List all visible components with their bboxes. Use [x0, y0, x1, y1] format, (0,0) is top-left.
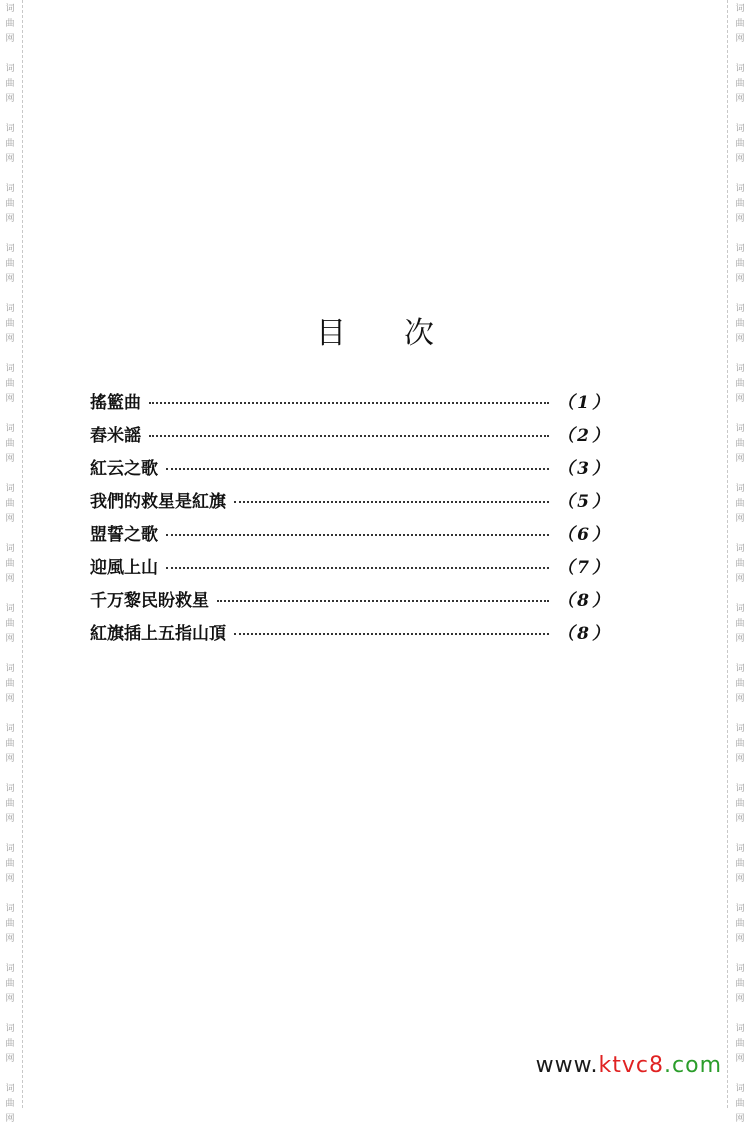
watermark-char: 词: [735, 184, 745, 194]
toc-entry[interactable]: [90, 388, 612, 421]
watermark-char: 曲: [5, 79, 15, 89]
watermark-char: 网: [5, 634, 15, 644]
left-dashed-rule: [22, 0, 23, 1108]
watermark-char: 词: [5, 544, 15, 554]
watermark-char: 曲: [5, 499, 15, 509]
watermark-group: [0, 1082, 20, 1127]
watermark-char: 词: [5, 1024, 15, 1034]
watermark-char: 曲: [5, 799, 15, 809]
watermark-char: 词: [735, 364, 745, 374]
watermark-char: 网: [735, 334, 745, 344]
watermark-char: 曲: [5, 1099, 15, 1109]
watermark-group: [0, 542, 20, 587]
toc-entry-page: （8）: [557, 591, 612, 611]
toc-dot-leader: [149, 402, 549, 404]
watermark-char: 曲: [735, 439, 745, 449]
toc-entry-page: （5）: [557, 492, 612, 512]
watermark-group: [0, 842, 20, 887]
watermark-group: [730, 122, 750, 167]
watermark-char: 词: [5, 184, 15, 194]
watermark-char: 网: [735, 394, 745, 404]
footer-url[interactable]: [536, 1053, 722, 1078]
watermark-char: 词: [735, 664, 745, 674]
toc-entry-page: （3）: [557, 459, 612, 479]
watermark-char: 词: [5, 604, 15, 614]
watermark-char: 曲: [735, 859, 745, 869]
watermark-char: 曲: [735, 319, 745, 329]
watermark-char: 词: [5, 304, 15, 314]
toc-entry-title: 我們的救星是紅旗: [90, 492, 226, 512]
watermark-char: 词: [735, 844, 745, 854]
watermark-char: 曲: [5, 199, 15, 209]
watermark-group: [730, 62, 750, 107]
toc-entry[interactable]: [90, 619, 612, 652]
toc-entry[interactable]: [90, 487, 612, 520]
watermark-group: [730, 362, 750, 407]
watermark-char: 网: [735, 214, 745, 224]
watermark-char: 曲: [735, 499, 745, 509]
toc-entry-title: 搖籃曲: [90, 393, 141, 413]
watermark-char: 网: [735, 1114, 745, 1124]
watermark-group: [730, 842, 750, 887]
toc-entry-title: 迎風上山: [90, 558, 158, 578]
watermark-char: 词: [735, 64, 745, 74]
left-watermark-strip: [0, 0, 20, 1124]
watermark-char: 曲: [5, 739, 15, 749]
toc-entry-page: （6）: [557, 525, 612, 545]
watermark-char: 曲: [5, 679, 15, 689]
watermark-char: 词: [5, 964, 15, 974]
toc-dot-leader: [166, 534, 549, 536]
watermark-char: 词: [735, 964, 745, 974]
toc-entry-page: （8）: [557, 624, 612, 644]
watermark-char: 曲: [735, 1099, 745, 1109]
watermark-group: [0, 242, 20, 287]
watermark-char: 曲: [5, 859, 15, 869]
toc-entry-title: 紅云之歌: [90, 459, 158, 479]
watermark-char: 网: [735, 574, 745, 584]
watermark-group: [730, 662, 750, 707]
watermark-char: 曲: [5, 139, 15, 149]
toc-entry-title: 紅旗插上五指山頂: [90, 624, 226, 644]
toc-dot-leader: [234, 633, 549, 635]
watermark-char: 曲: [735, 739, 745, 749]
watermark-char: 词: [735, 604, 745, 614]
watermark-char: 网: [735, 1054, 745, 1064]
watermark-group: [730, 962, 750, 1007]
toc-entry[interactable]: [90, 520, 612, 553]
watermark-char: 网: [5, 334, 15, 344]
page-title: 目次: [316, 316, 492, 351]
toc-dot-leader: [166, 567, 549, 569]
watermark-char: 词: [5, 244, 15, 254]
toc-entry-page: （1）: [557, 393, 612, 413]
watermark-group: [730, 602, 750, 647]
watermark-char: 网: [5, 874, 15, 884]
right-watermark-strip: [730, 0, 750, 1124]
watermark-group: [0, 62, 20, 107]
watermark-char: 网: [5, 214, 15, 224]
watermark-char: 词: [735, 784, 745, 794]
watermark-char: 网: [5, 694, 15, 704]
watermark-char: 曲: [5, 559, 15, 569]
watermark-char: 曲: [735, 1039, 745, 1049]
watermark-char: 网: [5, 34, 15, 44]
toc-entry[interactable]: [90, 586, 612, 619]
watermark-char: 网: [735, 634, 745, 644]
watermark-group: [0, 602, 20, 647]
watermark-group: [0, 122, 20, 167]
watermark-group: [0, 182, 20, 227]
footer-url-part1: www.: [535, 1053, 599, 1078]
watermark-char: 曲: [735, 919, 745, 929]
watermark-char: 网: [735, 514, 745, 524]
watermark-group: [0, 1022, 20, 1067]
watermark-char: 网: [5, 394, 15, 404]
watermark-group: [730, 782, 750, 827]
watermark-char: 词: [5, 844, 15, 854]
watermark-char: 网: [5, 454, 15, 464]
watermark-char: 网: [5, 94, 15, 104]
watermark-char: 网: [735, 814, 745, 824]
toc-entry-title: 舂米謡: [90, 426, 141, 446]
watermark-group: [0, 962, 20, 1007]
watermark-char: 词: [5, 64, 15, 74]
watermark-char: 曲: [735, 139, 745, 149]
watermark-char: 曲: [5, 319, 15, 329]
watermark-char: 网: [5, 814, 15, 824]
watermark-char: 曲: [5, 619, 15, 629]
watermark-char: 曲: [735, 379, 745, 389]
watermark-char: 词: [5, 484, 15, 494]
toc-dot-leader: [166, 468, 549, 470]
watermark-group: [730, 902, 750, 947]
watermark-char: 网: [735, 934, 745, 944]
watermark-char: 曲: [735, 559, 745, 569]
watermark-char: 词: [5, 364, 15, 374]
watermark-char: 词: [735, 544, 745, 554]
watermark-char: 网: [735, 694, 745, 704]
watermark-char: 曲: [5, 919, 15, 929]
watermark-char: 词: [735, 4, 745, 14]
watermark-group: [0, 2, 20, 47]
watermark-char: 词: [735, 124, 745, 134]
watermark-char: 曲: [735, 799, 745, 809]
watermark-char: 曲: [5, 439, 15, 449]
watermark-char: 网: [5, 574, 15, 584]
toc-dot-leader: [149, 435, 549, 437]
watermark-group: [730, 1082, 750, 1127]
toc-dot-leader: [217, 600, 549, 602]
watermark-char: 曲: [5, 259, 15, 269]
watermark-char: 词: [5, 124, 15, 134]
watermark-char: 网: [5, 934, 15, 944]
watermark-char: 曲: [735, 79, 745, 89]
watermark-char: 曲: [735, 619, 745, 629]
watermark-group: [730, 2, 750, 47]
watermark-char: 词: [735, 304, 745, 314]
watermark-char: 网: [735, 34, 745, 44]
watermark-char: 网: [735, 94, 745, 104]
watermark-group: [0, 722, 20, 767]
watermark-char: 曲: [735, 199, 745, 209]
watermark-group: [730, 482, 750, 527]
toc-entry-page: （7）: [557, 558, 612, 578]
watermark-group: [730, 722, 750, 767]
watermark-char: 网: [5, 1114, 15, 1124]
watermark-char: 网: [5, 514, 15, 524]
watermark-char: 词: [5, 724, 15, 734]
table-of-contents: [90, 388, 612, 652]
toc-entry-title: 盟誓之歌: [90, 525, 158, 545]
watermark-group: [0, 782, 20, 827]
toc-dot-leader: [234, 501, 549, 503]
watermark-char: 曲: [735, 979, 745, 989]
toc-entry-page: （2）: [557, 426, 612, 446]
watermark-char: 曲: [5, 979, 15, 989]
watermark-char: 网: [735, 154, 745, 164]
watermark-char: 曲: [735, 19, 745, 29]
watermark-char: 网: [735, 994, 745, 1004]
watermark-char: 词: [5, 784, 15, 794]
watermark-group: [0, 662, 20, 707]
watermark-group: [0, 482, 20, 527]
watermark-char: 词: [735, 424, 745, 434]
watermark-char: 网: [735, 274, 745, 284]
toc-entry-title: 千万黎民盼救星: [90, 591, 209, 611]
watermark-group: [0, 362, 20, 407]
watermark-char: 词: [5, 4, 15, 14]
toc-entry[interactable]: [90, 421, 612, 454]
watermark-char: 词: [5, 424, 15, 434]
watermark-char: 词: [735, 244, 745, 254]
watermark-char: 曲: [5, 379, 15, 389]
watermark-char: 词: [5, 1084, 15, 1094]
toc-entry[interactable]: [90, 553, 612, 586]
watermark-group: [730, 422, 750, 467]
watermark-char: 网: [735, 754, 745, 764]
right-dashed-rule: [727, 0, 728, 1108]
watermark-group: [0, 902, 20, 947]
watermark-char: 曲: [735, 679, 745, 689]
watermark-char: 网: [735, 874, 745, 884]
watermark-char: 词: [735, 724, 745, 734]
watermark-char: 词: [735, 1024, 745, 1034]
watermark-group: [0, 422, 20, 467]
watermark-group: [730, 1022, 750, 1067]
watermark-char: 词: [735, 1084, 745, 1094]
watermark-char: 词: [5, 904, 15, 914]
watermark-char: 词: [735, 904, 745, 914]
watermark-group: [730, 542, 750, 587]
footer-url-part2: ktvc8: [598, 1053, 665, 1078]
watermark-char: 网: [735, 454, 745, 464]
watermark-char: 网: [5, 1054, 15, 1064]
watermark-char: 网: [5, 994, 15, 1004]
watermark-char: 网: [5, 754, 15, 764]
watermark-char: 网: [5, 274, 15, 284]
watermark-group: [730, 242, 750, 287]
footer-url-part3: .com: [664, 1053, 722, 1078]
watermark-char: 曲: [735, 259, 745, 269]
toc-entry[interactable]: [90, 454, 612, 487]
watermark-char: 网: [5, 154, 15, 164]
watermark-group: [730, 182, 750, 227]
watermark-char: 词: [5, 664, 15, 674]
watermark-char: 词: [735, 484, 745, 494]
watermark-char: 曲: [5, 1039, 15, 1049]
watermark-char: 曲: [5, 19, 15, 29]
